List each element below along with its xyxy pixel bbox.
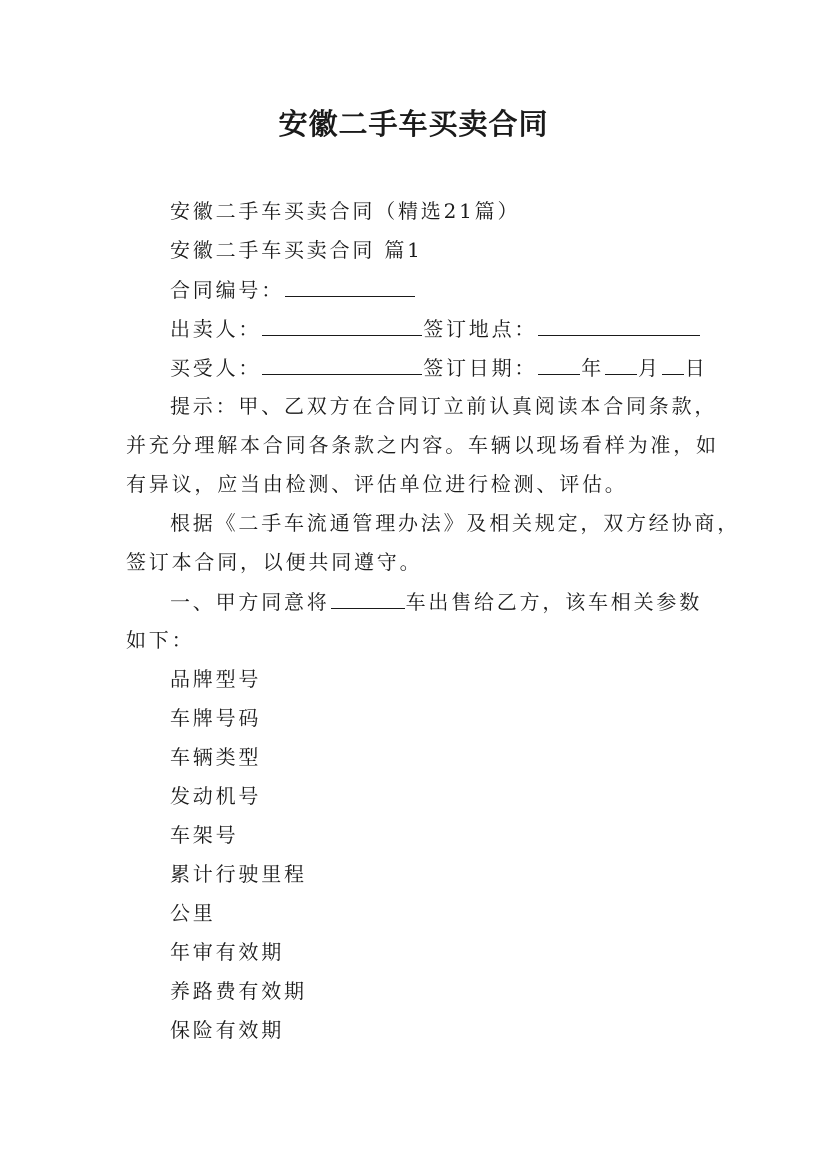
param-item: 年审有效期 [170, 940, 284, 964]
param-item: 车辆类型 [170, 745, 262, 769]
clause-1-suffix: 车出售给乙方，该车相关参数 [405, 590, 703, 614]
sign-place-label: 签订地点： [423, 317, 538, 341]
param-item: 保险有效期 [170, 1018, 284, 1042]
chapter-heading: 安徽二手车买卖合同 篇1 [170, 238, 423, 262]
seller-row [170, 315, 701, 342]
basis-paragraph-line-2: 签订本合同，以便共同遵守。 [126, 550, 423, 574]
seller-label: 出卖人： [170, 317, 262, 341]
contract-number-blank [285, 276, 415, 297]
tip-paragraph-line-2: 并充分理解本合同各条款之内容。车辆以现场看样为准，如 [126, 433, 719, 457]
document-title: 安徽二手车买卖合同 [278, 107, 549, 141]
contract-number-row [170, 276, 416, 303]
param-item: 累计行驶里程 [170, 862, 307, 886]
tip-paragraph-line-1: 提示：甲、乙双方在合同订立前认真阅读本合同条款， [170, 394, 718, 418]
buyer-label: 买受人： [170, 356, 262, 380]
param-item: 发动机号 [170, 784, 262, 808]
sign-date-label: 签订日期： [423, 356, 538, 380]
buyer-row [170, 354, 708, 381]
param-item: 车架号 [170, 823, 239, 847]
month-blank [605, 354, 637, 375]
day-blank [662, 354, 684, 375]
contract-number-label: 合同编号： [170, 278, 284, 302]
document-subtitle: 安徽二手车买卖合同（精选21篇） [170, 199, 521, 223]
clause-1-prefix: 一、甲方同意将 [170, 590, 330, 614]
buyer-blank [262, 354, 422, 375]
param-item: 品牌型号 [170, 667, 262, 691]
clause-1-line-1 [170, 588, 702, 615]
clause-1-line-2: 如下： [126, 628, 195, 652]
sign-place-blank [538, 315, 700, 336]
month-label: 月 [638, 356, 661, 380]
tip-paragraph-line-3: 有异议，应当由检测、评估单位进行检测、评估。 [126, 472, 628, 496]
basis-paragraph-line-1: 根据《二手车流通管理办法》及相关规定，双方经协商， [170, 511, 740, 535]
param-item: 养路费有效期 [170, 979, 307, 1003]
year-label: 年 [581, 356, 605, 380]
day-label: 日 [684, 356, 708, 380]
param-item: 车牌号码 [170, 706, 262, 730]
param-item: 公里 [170, 901, 216, 925]
car-blank [331, 588, 405, 609]
seller-blank [262, 315, 422, 336]
year-blank [538, 354, 580, 375]
